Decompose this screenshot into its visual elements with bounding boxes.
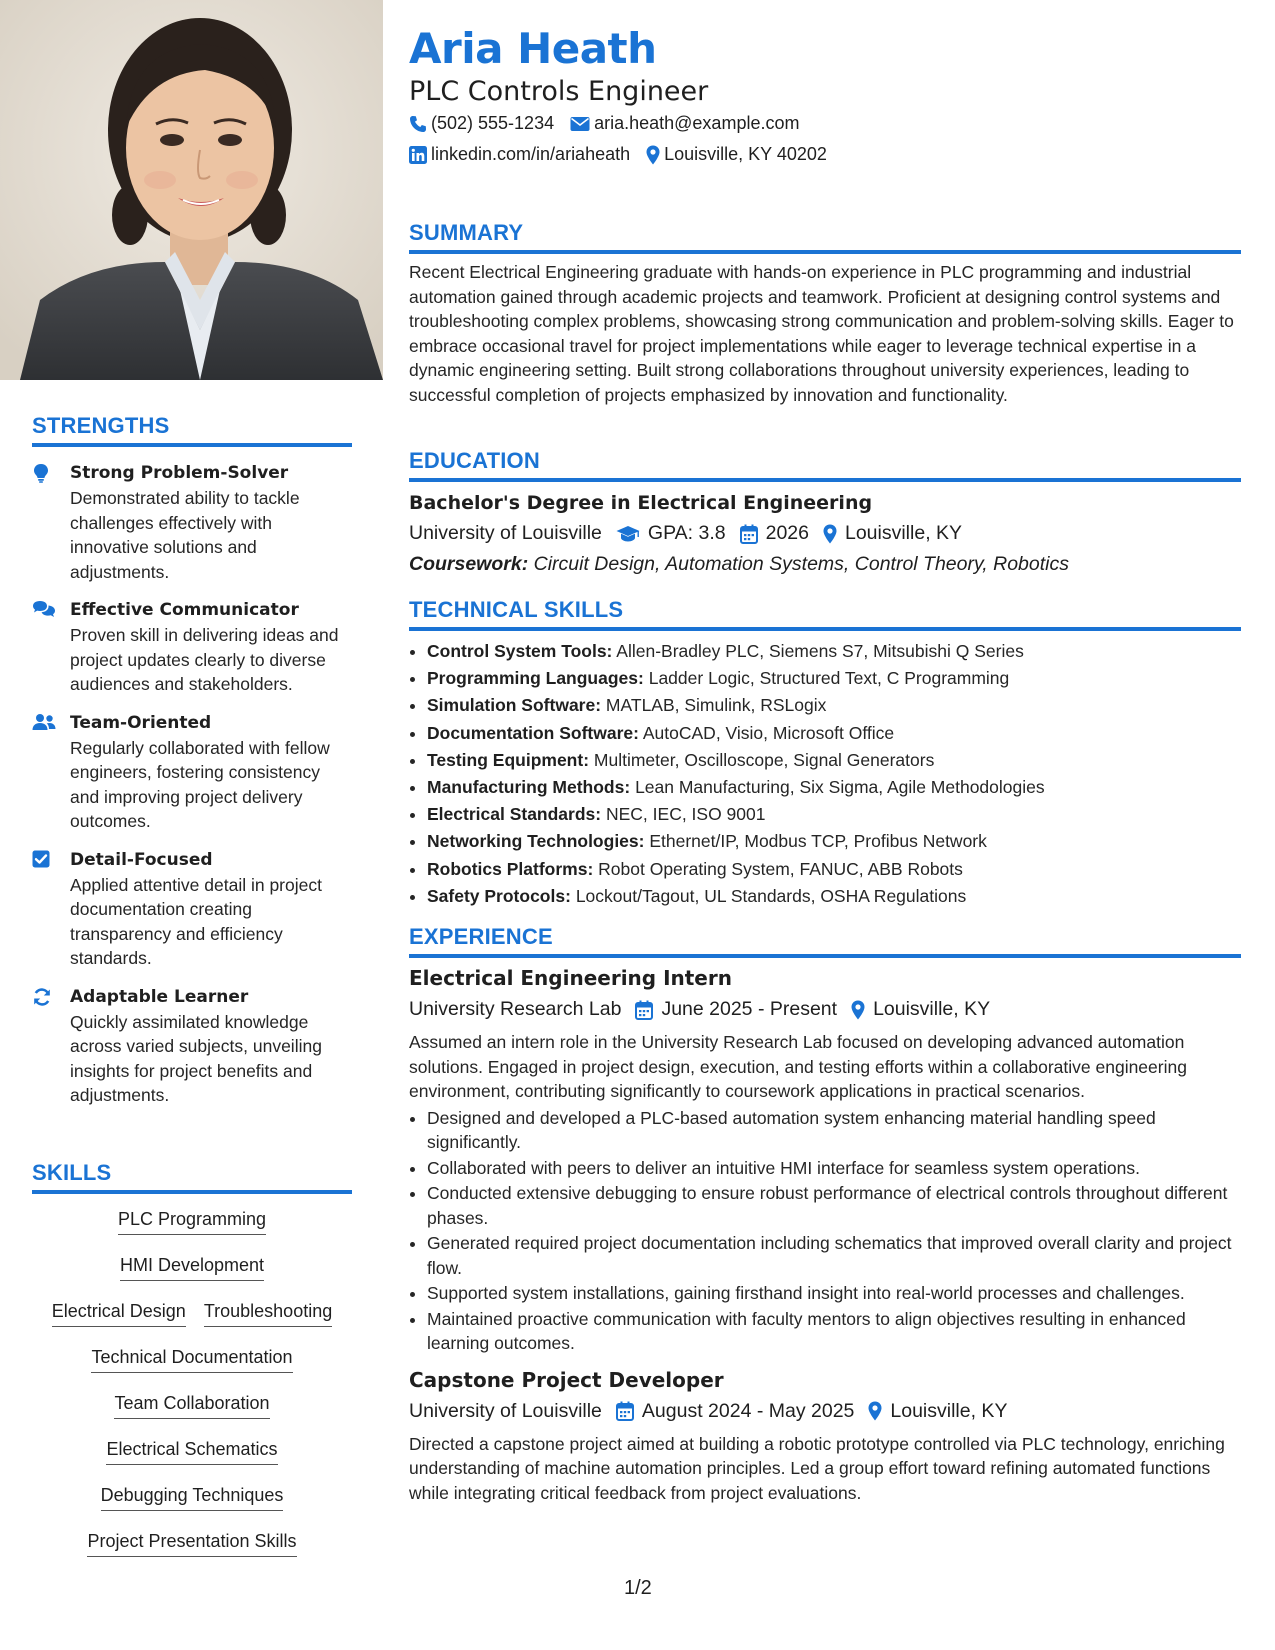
strength-item bbox=[32, 985, 352, 1108]
list-item: • Programming Languages: Ladder Logic, Structured Text, C Programming bbox=[427, 666, 1241, 691]
strength-desc: Applied attentive detail in project documentation creating transparency and efficiency standards. bbox=[70, 874, 322, 968]
phone-contact[interactable] bbox=[409, 113, 554, 134]
calendar-icon bbox=[616, 1401, 634, 1421]
lightbulb-icon bbox=[32, 461, 70, 584]
calendar-icon bbox=[740, 524, 758, 544]
job-location: Louisville, KY bbox=[873, 998, 991, 1020]
education-heading: EDUCATION bbox=[409, 448, 1241, 482]
strength-title: Adaptable Learner bbox=[70, 986, 249, 1007]
chat-icon bbox=[32, 598, 70, 697]
strengths-section bbox=[32, 413, 352, 1108]
technical-skills-list bbox=[409, 639, 1241, 908]
map-pin-icon bbox=[851, 1000, 865, 1020]
degree-title: Bachelor's Degree in Electrical Engineering bbox=[409, 492, 873, 514]
email-text: aria.heath@example.com bbox=[594, 113, 800, 133]
technical-skills-heading: TECHNICAL SKILLS bbox=[409, 597, 1241, 631]
skill-tag: Electrical Design bbox=[52, 1300, 186, 1327]
skill-tag: HMI Development bbox=[120, 1254, 264, 1281]
list-item: • Safety Protocols: Lockout/Tagout, UL Standards, OSHA Regulations bbox=[427, 884, 1241, 909]
list-item: • Maintained proactive communication with faculty mentors to align objectives resulting in enhanced learning outcomes. bbox=[427, 1307, 1241, 1356]
skill-tag: Troubleshooting bbox=[204, 1300, 332, 1327]
calendar-icon bbox=[635, 1000, 653, 1020]
school-location: Louisville, KY bbox=[844, 522, 963, 544]
candidate-title: PLC Controls Engineer bbox=[409, 76, 709, 107]
strength-desc: Proven skill in delivering ideas and project updates clearly to diverse audiences and stakeholders. bbox=[70, 625, 339, 694]
job-dates: August 2024 - May 2025 bbox=[641, 1399, 855, 1422]
coursework-label: Coursework: bbox=[409, 553, 529, 575]
list-item: • Generated required project documentation including schematics that improved overall clarity and project flow. bbox=[427, 1231, 1241, 1280]
job-org: University of Louisville bbox=[409, 1399, 602, 1422]
strength-desc: Quickly assimilated knowledge across varied subjects, unveiling insights for project benefits and adjustments. bbox=[70, 1011, 322, 1105]
list-item: • Designed and developed a PLC-based automation system enhancing material handling speed significantly. bbox=[427, 1106, 1241, 1155]
experience-section bbox=[409, 924, 1241, 1505]
users-icon bbox=[32, 711, 70, 834]
profile-photo bbox=[0, 0, 383, 380]
job-meta bbox=[409, 1400, 1241, 1423]
strength-title: Strong Problem-Solver bbox=[70, 463, 289, 483]
list-item: • Supported system installations, gaining firsthand insight into real-world processes and challenges. bbox=[427, 1281, 1241, 1306]
strength-title: Team-Oriented bbox=[70, 712, 212, 733]
skill-tag: Debugging Techniques bbox=[101, 1484, 284, 1511]
job-meta bbox=[409, 998, 1241, 1021]
gpa-text: GPA: 3.8 bbox=[647, 522, 726, 544]
email-contact[interactable] bbox=[570, 113, 799, 134]
list-item: • Electrical Standards: NEC, IEC, ISO 9001 bbox=[427, 802, 1241, 827]
strengths-list bbox=[32, 461, 352, 1108]
strength-title: Detail-Focused bbox=[70, 849, 213, 870]
sidebar bbox=[0, 0, 383, 1650]
skills-heading: SKILLS bbox=[32, 1160, 352, 1194]
linkedin-icon bbox=[409, 146, 427, 164]
contact-row-1 bbox=[409, 113, 815, 134]
education-section bbox=[409, 448, 1241, 576]
list-item: • Control System Tools: Allen-Bradley PLC, Siemens S7, Mitsubishi Q Series bbox=[427, 639, 1241, 664]
list-item: • Manufacturing Methods: Lean Manufacturing, Six Sigma, Agile Methodologies bbox=[427, 775, 1241, 800]
list-item: • Testing Equipment: Multimeter, Oscilloscope, Signal Generators bbox=[427, 748, 1241, 773]
job-role: Electrical Engineering Intern bbox=[409, 966, 732, 990]
summary-heading: SUMMARY bbox=[409, 220, 1241, 254]
list-item: • Networking Technologies: Ethernet/IP, Modbus TCP, Profibus Network bbox=[427, 829, 1241, 854]
list-item: • Simulation Software: MATLAB, Simulink, RSLogix bbox=[427, 693, 1241, 718]
skill-tag: Project Presentation Skills bbox=[87, 1530, 296, 1557]
envelope-icon bbox=[570, 116, 590, 132]
strength-desc: Demonstrated ability to tackle challenges effectively with innovative solutions and adjustments. bbox=[70, 488, 300, 582]
skills-section bbox=[32, 1160, 352, 1576]
contact-row-2 bbox=[409, 144, 843, 165]
job-description: Assumed an intern role in the University Research Lab focused on developing advanced automation solutions. Engaged in project design, execution, and testing efforts within a collaborative engineering environment, contributing significantly to coursework applications in practical scenarios. bbox=[409, 1032, 1187, 1101]
skills-list bbox=[32, 1208, 352, 1557]
coursework-list: Circuit Design, Automation Systems, Control Theory, Robotics bbox=[533, 553, 1069, 575]
strength-title: Effective Communicator bbox=[70, 600, 299, 620]
strength-item bbox=[32, 598, 352, 697]
map-pin-icon bbox=[646, 145, 660, 165]
phone-icon bbox=[409, 115, 427, 133]
strength-item bbox=[32, 711, 352, 834]
page-number: 1/2 bbox=[624, 1577, 652, 1599]
refresh-icon bbox=[32, 985, 70, 1108]
strength-item bbox=[32, 848, 352, 971]
candidate-name: Aria Heath bbox=[409, 24, 657, 73]
summary-section bbox=[409, 220, 1241, 407]
job-location: Louisville, KY bbox=[890, 1399, 1008, 1422]
list-item: • Conducted extensive debugging to ensure robust performance of electrical controls throughout different phases. bbox=[427, 1181, 1241, 1230]
experience-heading: EXPERIENCE bbox=[409, 924, 1241, 958]
list-item: • Documentation Software: AutoCAD, Visio, Microsoft Office bbox=[427, 721, 1241, 746]
summary-text: Recent Electrical Engineering graduate with hands-on experience in PLC programming and industrial automation gained through academic projects and teamwork. Proficient at designing control systems and troubleshooting complex problems, showcasing strong communication and problem-solving skills. Eager to embrace occasional travel for project implementations while eager to leverage technical expertise in a dynamic engineering setting. Built strong collaborations throughout university experiences, leading to successful completion of projects emphasized by innovation and functionality. bbox=[409, 262, 1234, 405]
graduation-cap-icon bbox=[616, 525, 640, 543]
job-dates: June 2025 - Present bbox=[661, 998, 838, 1020]
job-description: Directed a capstone project aimed at building a robotic prototype controlled via PLC technology, enriching understanding of machine automation principles. Led a group effort toward refining automated functions while integrating critical feedback from project evaluations. bbox=[409, 1433, 1225, 1503]
strength-desc: Regularly collaborated with fellow engineers, fostering consistency and improving project delivery outcomes. bbox=[70, 737, 330, 831]
school-name: University of Louisville bbox=[409, 522, 602, 544]
skill-tag: PLC Programming bbox=[118, 1208, 266, 1235]
grad-year: 2026 bbox=[765, 522, 809, 544]
skill-tag: Electrical Schematics bbox=[106, 1438, 277, 1465]
list-item: • Collaborated with peers to deliver an intuitive HMI interface for seamless system operations. bbox=[427, 1156, 1241, 1181]
map-pin-icon bbox=[823, 524, 837, 544]
strength-item bbox=[32, 461, 352, 584]
job-bullets bbox=[409, 1106, 1241, 1356]
coursework bbox=[409, 553, 1241, 576]
phone-text: (502) 555-1234 bbox=[431, 113, 555, 133]
checkbox-icon bbox=[32, 848, 70, 971]
job-org: University Research Lab bbox=[409, 998, 622, 1020]
location-contact bbox=[646, 144, 827, 165]
skill-tag: Team Collaboration bbox=[114, 1392, 269, 1419]
linkedin-text: linkedin.com/in/ariaheath bbox=[431, 144, 631, 164]
list-item: • Robotics Platforms: Robot Operating System, FANUC, ABB Robots bbox=[427, 857, 1241, 882]
job-role: Capstone Project Developer bbox=[409, 1367, 724, 1392]
skill-tag: Technical Documentation bbox=[91, 1346, 292, 1373]
strengths-heading: STRENGTHS bbox=[32, 413, 352, 447]
education-meta bbox=[409, 522, 1241, 545]
location-text: Louisville, KY 40202 bbox=[664, 144, 827, 164]
linkedin-contact[interactable] bbox=[409, 144, 630, 165]
technical-skills-section bbox=[409, 597, 1241, 911]
map-pin-icon bbox=[868, 1401, 882, 1421]
